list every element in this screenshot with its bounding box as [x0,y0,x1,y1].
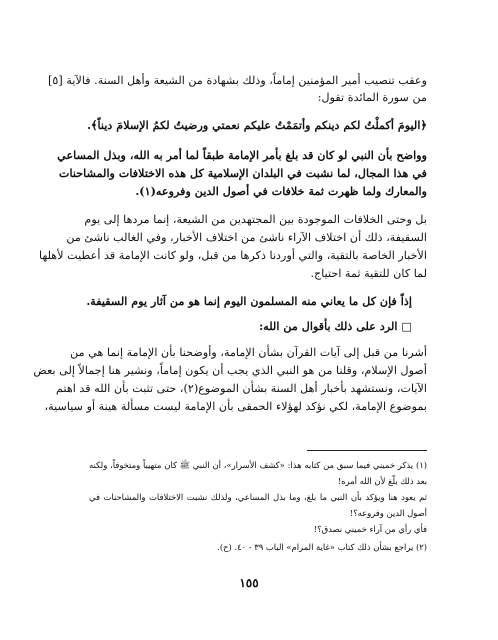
body-line: بموضوع الإمامة، لكي نؤكد لهؤلاء الحمقى بأن الإمامة ليست مسألة هينة أو سياسية، [44,400,427,413]
body-line: أشرنا من قبل إلى آيات القرآن بشأن الإمامة، وأوضحنا بأن الإمامة إنما هي من [70,346,427,359]
body-line: وعقب تنصيب أمير المؤمنين إماماً، وذلك بشهادة من الشيعة وأهل السنة. فالآية [٥] [48,74,427,87]
footnote-line: أصول الدين وفروعه؟! [349,508,427,518]
body-line: الآيات، ونستشهد بأخبار أهل السنة بشأن الموضوع(٢)، حتى تثبت بأن الله قد اهتم [56,382,427,395]
body-line: السقيفة، ذلك أن اختلاف الآراء ناشئ من اختلاف الأخبار، وفي الغالب ناشئ من [66,231,427,244]
body-line: من سورة المائدة تقول: [317,91,427,104]
body-line: وواضح بأن النبي لو كان قد بلغ بأمر الإمامة طبقاً لما أمر به الله، وبذل المساعي [57,148,427,162]
page-number: ١٥٥ [239,576,259,590]
footnote-divider [307,450,427,451]
body-line: بل وحتى الخلافات الموجودة بين المجتهدين من الشيعة، إنما مردها إلى يوم [84,213,427,226]
body-line: في هذا المجال، لما نشبت في البلدان الإسلامية كل هذه الاختلافات والمشاحنات [58,166,427,180]
body-line: والمعارك ولما ظهرت ثمة خلافات في أصول الدين وفروعه(١). [135,184,427,198]
body-line: الأخبار الخاصة بالتقية، والتي أوردنا ذكرها من قبل، ولو كانت الإمامة قد أعطيت لأهلها [39,249,427,262]
footnote-line: (١) يذكر خميني فيما سبق من كتابه هذا: «كشف الأسرار»، أن النبي ﷺ كان متهيباً ومتخوفاً، ولكنه [89,460,427,470]
square-bullet-icon: □ [401,319,412,333]
emphasis-line: إذاً فإن كل ما يعاني منه المسلمون اليوم إنما هو من آثار يوم السقيفة. [86,294,412,308]
quran-verse: ﴿اليومَ أكملْتُ لكم دينكم وأتمَمْتُ عليكم نعمتي ورضيتُ لكمُ الإسلامَ ديناً﴾. [87,118,427,132]
section-heading-text: الرد على ذلك بأقوال من الله: [259,319,398,333]
footnote-line: فأي رأي من آراء خميني نصدق؟! [313,524,427,534]
footnote-line: بعد ذلك بلّغ لأن الله أمره! [337,476,427,486]
footnote-line: ثم يعود هنا ويؤكد بأن النبي ما بلغ، وما بذل المساعي، ولذلك نشبت الاختلافات والمشاحنات في [89,492,427,502]
footnote-line: (٢) يراجع بشأن ذلك كتاب «غاية المرام» الباب ٣٩ - ٤٠. (ح). [217,542,427,552]
body-line: لما كان للتقية ثمة احتياج. [310,267,427,280]
section-heading [89,319,412,333]
body-line: أصول الإسلام، وقلنا من هو النبي الذي يجب أن يكون إماماً، ونشير هنا إجمالاً إلى بعض [33,364,427,377]
